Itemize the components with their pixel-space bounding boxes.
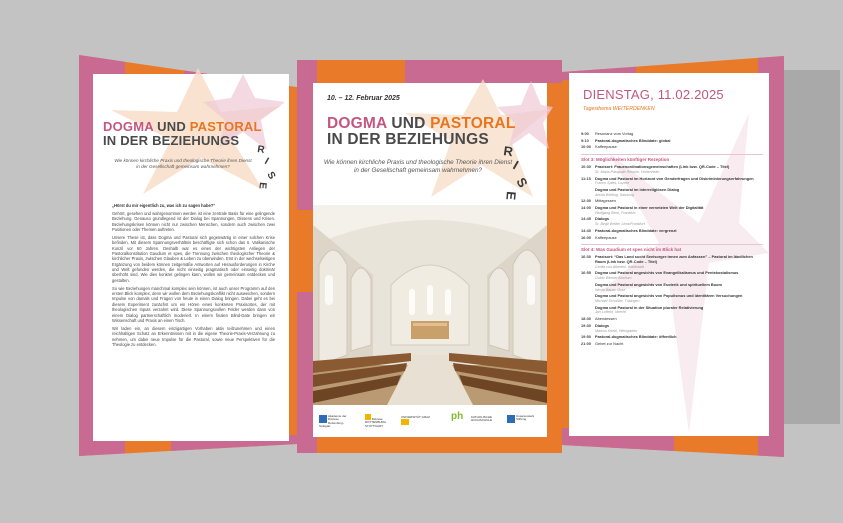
schedule-row [581, 188, 763, 198]
schedule-title: Mittagessen [595, 198, 616, 204]
schedule-title: Dialogs [595, 216, 610, 222]
schedule-speaker: Nicole Bauer, Graz [595, 287, 626, 292]
flyer-subtitle: Wie können kirchliche Praxis und theologische Theorie ihren Dienst in der Gesellschaft gemeinsam wahrnehmen? [323, 159, 513, 174]
schedule-row [581, 206, 763, 216]
schedule-time: 16:00 [581, 234, 591, 240]
title-line2: IN DER BEZIEHUNGS [103, 132, 240, 148]
schedule-row [581, 236, 763, 241]
schedule-title: Dogma und Pastoral in einer vernetzten Welt der Digitalität [595, 205, 704, 210]
sponsor-logos [313, 405, 547, 437]
schedule-time: 14:45 [581, 216, 591, 222]
cover-page [313, 83, 547, 437]
schedule-title: Kaffeepause [595, 144, 617, 150]
schedule-speaker: Sr. Birgit Weiler, Lima/Frankfurt [595, 222, 645, 227]
schedule-speaker: Cerilia von Albertini, Waldstadt [595, 264, 644, 269]
schedule-time: 21:00 [581, 340, 591, 346]
title-und: UND [391, 115, 426, 132]
church-interior-photo [313, 205, 547, 405]
logo-akademie [319, 415, 353, 428]
schedule-time: 16:55 [581, 270, 591, 276]
schedule-time: 14:40 [581, 227, 591, 233]
flyer-title [103, 120, 262, 147]
schedule-speaker: Jan Loffeld, Utrecht [595, 310, 627, 315]
schedule-row [581, 199, 763, 204]
schedule-time [581, 188, 595, 198]
program-theme: Tagesthema WEITERDENKEN [583, 106, 655, 112]
schedule-row [581, 335, 763, 340]
schedule-row [581, 294, 763, 304]
cusanus-logo-icon [507, 415, 515, 423]
schedule-time: 19:50 [581, 334, 591, 340]
background-shadow [778, 70, 840, 424]
church-illustration [313, 205, 547, 405]
schedule-time [581, 306, 595, 316]
event-date: 10. – 12. Februar 2025 [327, 95, 400, 102]
schedule-title: Abendessen [595, 316, 617, 322]
program-schedule [581, 132, 763, 349]
schedule-row [581, 165, 763, 175]
schedule-time [581, 294, 595, 304]
svg-text:E: E [503, 190, 519, 201]
title-dogma: DOGMA [327, 115, 387, 132]
logo-cusanus [507, 415, 543, 423]
schedule-row [581, 139, 763, 144]
svg-text:I: I [510, 157, 522, 173]
schedule-speaker: Wolfgang Beck, Frankfurt [595, 210, 636, 215]
dioezese-logo-icon [365, 414, 371, 420]
intro-lead: „Hörst du mir eigentlich zu, was ich zu sagen habe?“ [112, 203, 216, 208]
akademie-logo-icon [319, 415, 327, 423]
program-page [569, 73, 769, 436]
schedule-title: Dialogs [595, 322, 610, 328]
intro-paragraph: Unsere These ist, dass Dogma und Pastoral sich gegenwärtig in einer solchen Krise befinden. Mit diesem Spannungsverhältnis beschäftigte sich schon das II. Vatikanische Konzil vor 60 Jahren. Deshalb war es eines der wichtigsten Anliegen der Pastoralkonstitution Gaudium et spes, die Trennung zwischen theologischer Theorie & kirchlicher Praxis, zwischen Glauben & Leben zu überwinden. Erst in der wechselseitigen Ergänzung von beidem können zeitgemäße Antworten auf Herausforderungen in Kirche und Welt gefunden werden, die nicht einseitig pragmatisch oder einseitig doktrinär überhöht sind. Wie dies konkret gelingen kann, wollen wir gemeinsam entdecken und gestalten. [112, 234, 275, 283]
schedule-time: 9:00 [581, 131, 589, 136]
intro-paragraph: Gehört, gesehen und wahrgenommen werden ist eine zentrale Basis für eine gelingende Beziehung. Genauso grundlegend ist der Dialog bei Spannungen, Dissens und Krisen. Beziehungskrisen können nicht nur zwischen Menschen, sondern auch zwischen zwei Positionen oder Themen auftreten. [112, 210, 275, 232]
schedule-title: Kaffeepause [595, 234, 617, 240]
schedule-title: Resonanz vom Vortag [595, 131, 634, 136]
schedule-time: 9:10 [581, 137, 589, 143]
schedule-row [581, 324, 763, 334]
schedule-speaker: Markus Knebl, Weingarten [595, 328, 638, 333]
schedule-time: 14:00 [581, 205, 591, 210]
schedule-time: 10:00 [581, 144, 591, 150]
schedule-title: Dogma und Pastoral im interreligiösen Dialog [595, 186, 680, 192]
schedule-row [581, 306, 763, 316]
svg-text:S: S [264, 170, 278, 182]
intro-paragraph: So wie Beziehungen manchmal komplex sein können, ist auch unser Programm auf den ersten Blick komplex, denn wir wollen dem Beziehungskonflikt nicht ausweichen, sondern Impulse von damals und Fragen von heute in einen Dialog bringen. Dabei geht es bei diesem Experiment zunächst um ein Hören eines konkreten Praxisortes, der mit theologischen Inputs verzahnt wird. Diese Spannungsvollen Felder werden dann von einem Dialog partnerschaftlich moderiert. In einem finalen Blind-Date bringen wir Wissenschaft und Praxis an einen Tisch. [112, 285, 275, 323]
schedule-row [581, 317, 763, 322]
schedule-row [581, 145, 763, 150]
logo-text: Cusanuswerk Stiftung [516, 414, 535, 422]
schedule-title: Gebet zur Nacht [595, 340, 624, 346]
flyer-title [327, 116, 515, 149]
schedule-title: Pastoral-dogmatisches Blinddate: global [595, 137, 671, 143]
schedule-row [581, 255, 763, 269]
schedule-title: Dogma und Pastoral im Horizont von Genderfragen und Diskriminierungserfahrungen [595, 175, 754, 181]
title-dogma: DOGMA [103, 119, 154, 134]
svg-text:I: I [262, 156, 271, 167]
schedule-row [581, 217, 763, 227]
schedule-time [581, 283, 595, 293]
uni-graz-logo-icon [401, 419, 409, 425]
title-pastoral: PASTORAL [430, 115, 516, 132]
schedule-time: 19:30 [581, 322, 591, 328]
schedule-speaker: Michael Schüßler, Tübingen [595, 299, 640, 304]
intro-page [93, 74, 289, 441]
logo-dioezese [365, 414, 397, 428]
svg-text:R: R [502, 143, 514, 160]
schedule-title: Dogma und Pastoral angesichts von Populismus und identitären Versuchungen [595, 293, 743, 299]
intro-paragraph: Wir laden ein, an diesem einzigartigen Vorhaben aktiv teilzunehmen und einen reichhaltigen Schatz an Erkenntnissen mit in die eigene Theorie-Praxis-Verzahnung zu nehmen, um dabei neue Impulse für die Pastoral, sowie neue Perspektiven für die Theologie zu entdecken. [112, 325, 275, 347]
schedule-row [581, 283, 763, 293]
schedule-time: 12:30 [581, 198, 591, 204]
logo-kh: KATHOLISCHE HOCHSCHULE [471, 415, 493, 423]
schedule-speaker: Alexia Wirtling, Salzburg [595, 192, 634, 197]
logo-ph: ph [451, 411, 464, 422]
krise-arc [254, 132, 284, 190]
slot-4-heading: Slot 4: Was Gaudium et spes nicht im Blick hat [581, 244, 763, 252]
logo-text: Akademie der Diözese Rottenburg-Stuttgart [319, 414, 347, 428]
schedule-time: 11:15 [581, 175, 591, 181]
schedule-row [581, 177, 763, 187]
schedule-time: 10:30 [581, 164, 591, 170]
schedule-title: Pastoral-dogmatisches Blinddate: vergrenzt [595, 227, 677, 233]
schedule-row [581, 229, 763, 234]
svg-text:E: E [256, 181, 268, 190]
logo-text: Diözese ROTTENBURG STUTTGART [365, 417, 386, 428]
schedule-title: Pastoral-dogmatisches Blinddate: öffentlich [595, 334, 677, 340]
svg-text:R: R [256, 144, 266, 156]
schedule-row [581, 132, 763, 137]
title-pastoral: PASTORAL [189, 119, 262, 134]
logo-uni-graz [401, 416, 431, 427]
schedule-title: Praxisort: Frauenordinationsgemeinschaften (Link bzw. QR-Code – Titel) [595, 164, 730, 170]
schedule-speaker: Guido Werner Bochum [595, 276, 632, 281]
schedule-title: Praxisort: “Das Land sucht Seelsorger:innen zum Anfassen” – Pastoral im ländlichen Raum (Link bzw. QR-Code – Titel) [595, 254, 753, 265]
program-day-title: DIENSTAG, 11.02.2025 [583, 87, 724, 102]
title-und: UND [157, 119, 186, 134]
flyer-subtitle: Wie können kirchliche Praxis und theologische Theorie ihren Dienst in der Gesellschaft gemeinsam wahrnehmen? [114, 158, 252, 169]
schedule-title: Dogma und Pastoral angesichts von Esoterik und spirituellem Boom [595, 281, 722, 287]
schedule-row [581, 342, 763, 347]
schedule-row [581, 271, 763, 281]
schedule-time: 18:30 [581, 316, 591, 322]
slot-3-heading: Slot 3: Möglichkeiten künftiger Rezeption [581, 154, 763, 162]
intro-text [112, 203, 275, 350]
title-line2: IN DER BEZIEHUNGS [327, 131, 489, 149]
schedule-title: Dogma und Pastoral angesichts von Evangelikalismus und Pentekostalismus [595, 270, 739, 276]
schedule-title: Dogma und Pastoral in der Situation pluraler Relativierung [595, 304, 704, 310]
title-krise [254, 132, 284, 190]
svg-text:S: S [513, 175, 531, 191]
logo-text: UNIVERSITÄT GRAZ [401, 415, 430, 419]
schedule-speaker: Franco Spies, Luzern [595, 181, 630, 186]
schedule-time: 16:30 [581, 254, 591, 260]
schedule-speaker: Sr. Maria-Pasquale Reunke, Hohenheim [595, 169, 660, 174]
